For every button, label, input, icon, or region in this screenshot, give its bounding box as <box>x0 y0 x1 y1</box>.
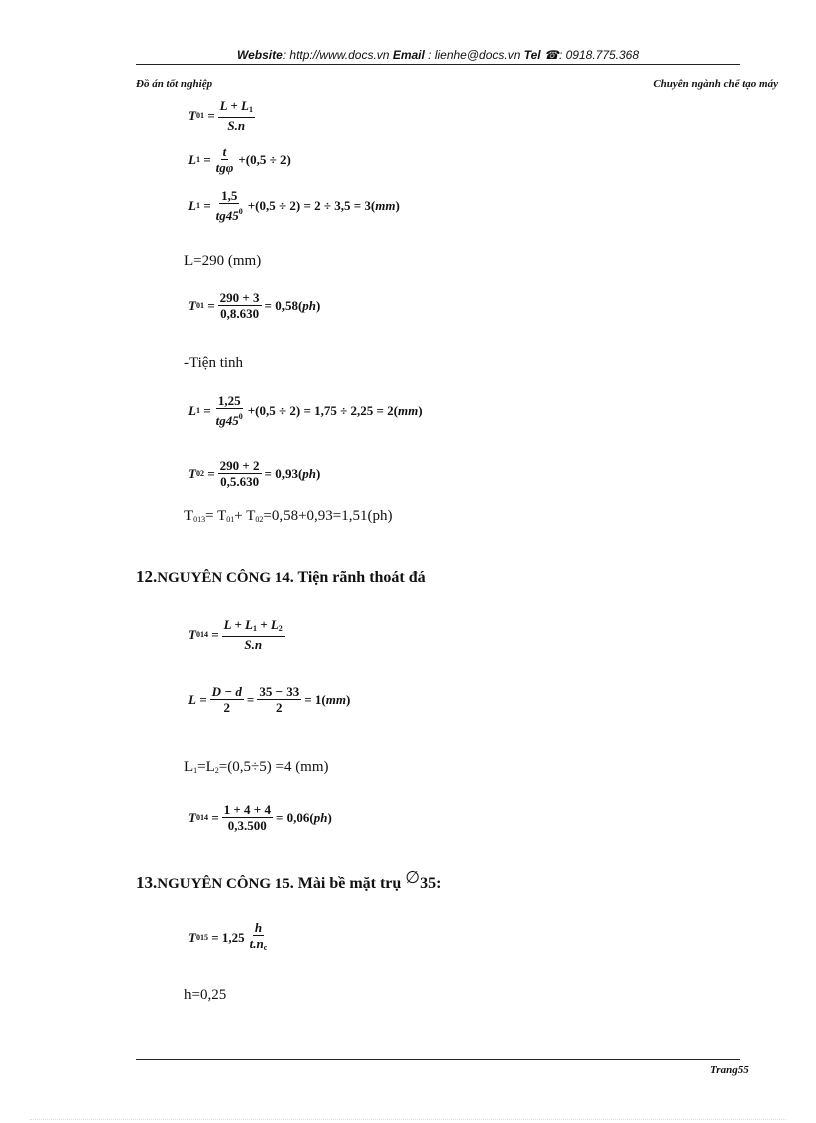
equation-t02: T 02 = $\frac{290 + 2}{0,5.630}$ = 0,93( ph ) <box>188 458 321 489</box>
equation-l1-formula: L 1 = $\frac{t}{\text{tgφ}}$ +(0,5 ÷ 2) <box>188 144 291 175</box>
equation-t01-value: T 01 = $\frac{290 + 3}{0,8.630}$ = 0,58( ph ) <box>188 290 321 321</box>
section-heading-12: 12.NGUYÊN CÔNG 14. Tiện rãnh thoát đá <box>136 567 426 586</box>
text-tien-tinh: -Tiện tinh <box>184 355 244 371</box>
equation-t01: T 01 = $\frac{L + L_1}{S.n}$ <box>188 98 253 133</box>
line-L1-L2: $L_1=L_2=(0,5\div 5) =4$ (mm) <box>184 759 329 775</box>
tel-label: Tel <box>523 48 541 62</box>
equation-l1-value: L 1 = $\frac{1,5}{tg45^0}$ +(0,5 ÷ 2) = 2 ÷ 3,5 = 3( mm ) <box>188 188 400 223</box>
equation-t014-value: T 014 = $\frac{1 + 4 + 4}{0,3.500}$ = 0,06( ph ) <box>188 802 332 833</box>
website-url: : http://www.docs.vn <box>282 48 390 62</box>
email-address: : lienhe@docs.vn <box>424 48 521 62</box>
header-rule <box>136 64 740 65</box>
page-bottom-divider <box>30 1119 786 1120</box>
line-L: L=290 (mm) <box>184 253 262 269</box>
line-h: h=0,25 <box>184 987 227 1003</box>
equation-l1-finish: L 1 = $\frac{1,25}{tg45^0}$ +(0,5 ÷ 2) = 1,75 ÷ 2,25 = 2( mm ) <box>188 393 423 428</box>
footer-rule <box>136 1059 740 1060</box>
equation-t015: T 015 = 1,25 $\frac{h}{t.n_c}$ <box>188 920 268 952</box>
header-contact <box>136 48 740 62</box>
section-heading-13: 13.NGUYÊN CÔNG 15. Mài bề mặt trụ ∅35: <box>136 868 442 892</box>
header-left-title: Đồ án tốt nghiệp <box>136 78 213 90</box>
tel-number: : 0918.775.368 <box>558 48 640 62</box>
website-label: Website <box>236 48 283 62</box>
page-number: Trang55 <box>710 1064 749 1076</box>
line-t013-total: $T_{013}= T_{01}+ T_{02}=0,58+0,93=1,51(ph)$ <box>184 508 393 524</box>
equation-L-groove: L = $\frac{D - d}{2}$ = $\frac{35 - 33}{2}$ = 1( mm ) <box>188 684 351 715</box>
equation-t014: T 014 = $\frac{L + L_1 + L_2}{S.n}$ <box>188 617 283 652</box>
header-right-title: Chuyên ngành chế tạo máy <box>653 78 778 90</box>
diameter-icon: ∅ <box>405 868 421 887</box>
email-label: Email <box>392 48 425 62</box>
phone-icon: ☎ <box>544 48 559 62</box>
